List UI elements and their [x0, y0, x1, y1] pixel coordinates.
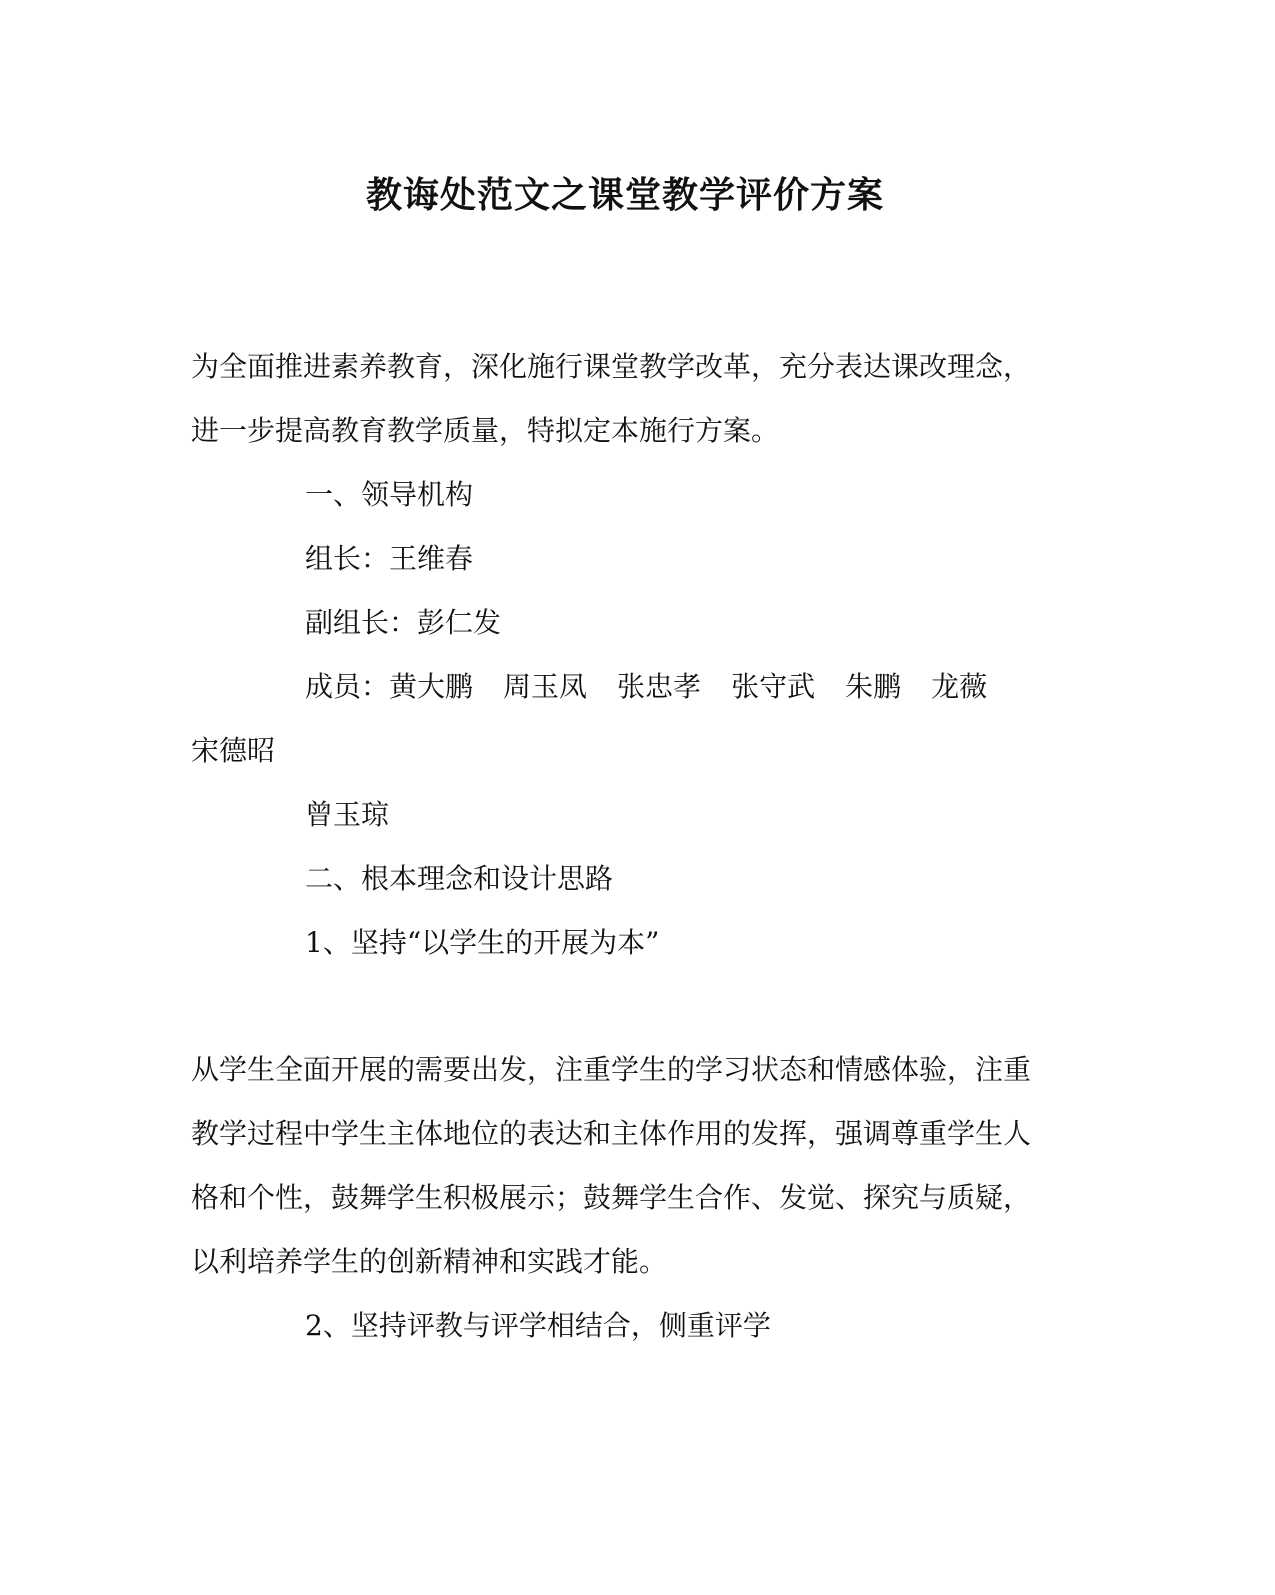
intro-line-1: 为全面推进素养教育，深化施行课堂教学改革，充分表达课改理念，: [191, 350, 1032, 383]
member-name: 周玉凤: [503, 670, 588, 703]
leader-line: 组长：王维春: [305, 542, 474, 575]
deputy-leader-line: 副组长：彭仁发: [305, 606, 502, 639]
point-2-heading: 2、坚持评教与评学相结合，侧重评学: [305, 1309, 771, 1342]
point-1-heading: 1、坚持“以学生的开展为本”: [305, 926, 660, 959]
section-heading-concepts: 二、根本理念和设计思路: [305, 862, 614, 895]
intro-line-2: 进一步提高教育教学质量，特拟定本施行方案。: [191, 414, 780, 447]
section-heading-leadership: 一、领导机构: [305, 478, 474, 511]
members-last-line: 曾玉琼: [305, 798, 390, 831]
member-name: 黄大鹏: [389, 670, 474, 703]
paragraph-line-3: 格和个性，鼓舞学生积极展示；鼓舞学生合作、发觉、探究与质疑，: [191, 1181, 1032, 1214]
members-label: 成员：: [305, 670, 390, 703]
members-wrap-line: 宋德昭: [191, 734, 276, 767]
member-name: 张忠孝: [617, 670, 702, 703]
member-name: 龙薇: [931, 670, 988, 703]
paragraph-line-2: 教学过程中学生主体地位的表达和主体作用的发挥，强调尊重学生人: [191, 1117, 1032, 1150]
paragraph-line-1: 从学生全面开展的需要出发，注重学生的学习状态和情感体验，注重: [191, 1053, 1032, 1086]
member-name: 张守武: [731, 670, 816, 703]
member-name: 朱鹏: [845, 670, 902, 703]
members-line: [305, 667, 987, 707]
paragraph-line-4: 以利培养学生的创新精神和实践才能。: [191, 1245, 668, 1278]
document-title: 教诲处范文之课堂教学评价方案: [365, 174, 884, 216]
